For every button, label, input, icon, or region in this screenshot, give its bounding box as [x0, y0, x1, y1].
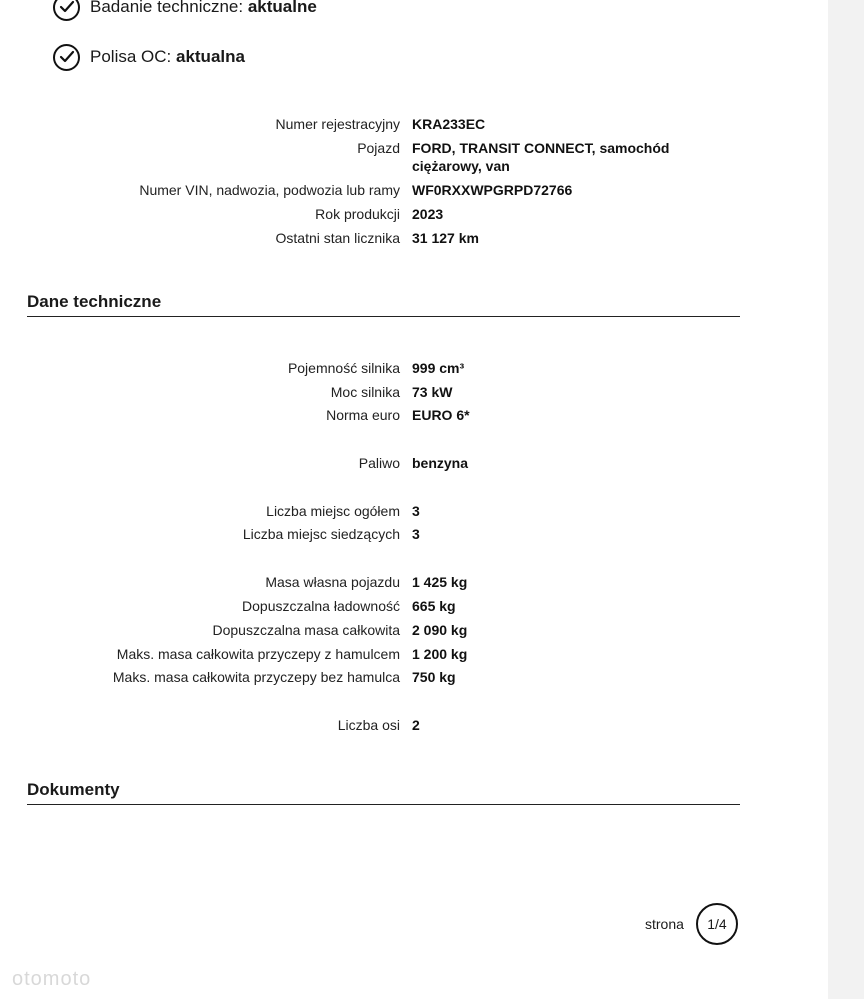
row-label: Liczba miejsc ogółem — [266, 503, 400, 519]
page-indicator — [645, 903, 738, 945]
row-value: 2 — [412, 717, 420, 733]
row-value: 3 — [412, 526, 420, 542]
row-value: EURO 6* — [412, 407, 470, 423]
row-value: 73 kW — [412, 384, 453, 400]
row-label: Norma euro — [326, 407, 400, 423]
section-documents — [27, 779, 740, 805]
row-value: 2 090 kg — [412, 622, 468, 638]
status-inspection — [53, 0, 317, 23]
status-insurance — [53, 41, 245, 73]
row-value: KRA233EC — [412, 116, 486, 132]
row-value: 665 kg — [412, 598, 456, 614]
status-label: Polisa OC: — [90, 47, 172, 66]
check-circle-icon — [53, 0, 80, 21]
row-label: Maks. masa całkowita przyczepy z hamulcem — [116, 646, 400, 662]
row-label: Liczba miejsc siedzących — [242, 526, 400, 542]
row-label: Paliwo — [358, 455, 400, 471]
row-label: Rok produkcji — [315, 206, 400, 222]
status-label: Badanie techniczne: — [90, 0, 244, 16]
row-label: Numer rejestracyjny — [275, 116, 400, 132]
check-circle-icon — [53, 44, 80, 71]
row-value: 750 kg — [412, 669, 456, 685]
row-label: Pojemność silnika — [287, 360, 400, 376]
row-value: FORD, TRANSIT CONNECT, samochód ciężarowy, van — [412, 140, 670, 174]
row-label: Maks. masa całkowita przyczepy bez hamulca — [112, 669, 400, 685]
row-value: 31 127 km — [412, 230, 479, 246]
row-label: Dopuszczalna ładowność — [242, 598, 400, 614]
row-label: Numer VIN, nadwozia, podwozia lub ramy — [139, 182, 400, 198]
row-label: Ostatni stan licznika — [275, 230, 400, 246]
row-label: Masa własna pojazdu — [265, 574, 400, 590]
row-label: Liczba osi — [337, 717, 400, 733]
row-label: Dopuszczalna masa całkowita — [212, 622, 400, 638]
row-value: 1 425 kg — [412, 574, 468, 590]
row-value: benzyna — [412, 455, 469, 471]
section-title: Dane techniczne — [27, 292, 162, 311]
row-value: 2023 — [412, 206, 444, 222]
section-title: Dokumenty — [27, 780, 120, 799]
status-value: aktualne — [247, 0, 317, 16]
row-value: 1 200 kg — [412, 646, 468, 662]
watermark-logo: otomoto — [12, 968, 92, 990]
row-label: Pojazd — [357, 140, 400, 156]
page-label: strona — [645, 916, 684, 932]
section-technical — [27, 291, 740, 317]
page-number-badge: 1/4 — [696, 903, 738, 945]
row-value: 999 cm³ — [412, 360, 465, 376]
row-value: WF0RXXWPGRPD72766 — [412, 182, 573, 198]
row-label: Moc silnika — [330, 384, 400, 400]
row-value: 3 — [412, 503, 420, 519]
status-value: aktualna — [175, 47, 245, 66]
